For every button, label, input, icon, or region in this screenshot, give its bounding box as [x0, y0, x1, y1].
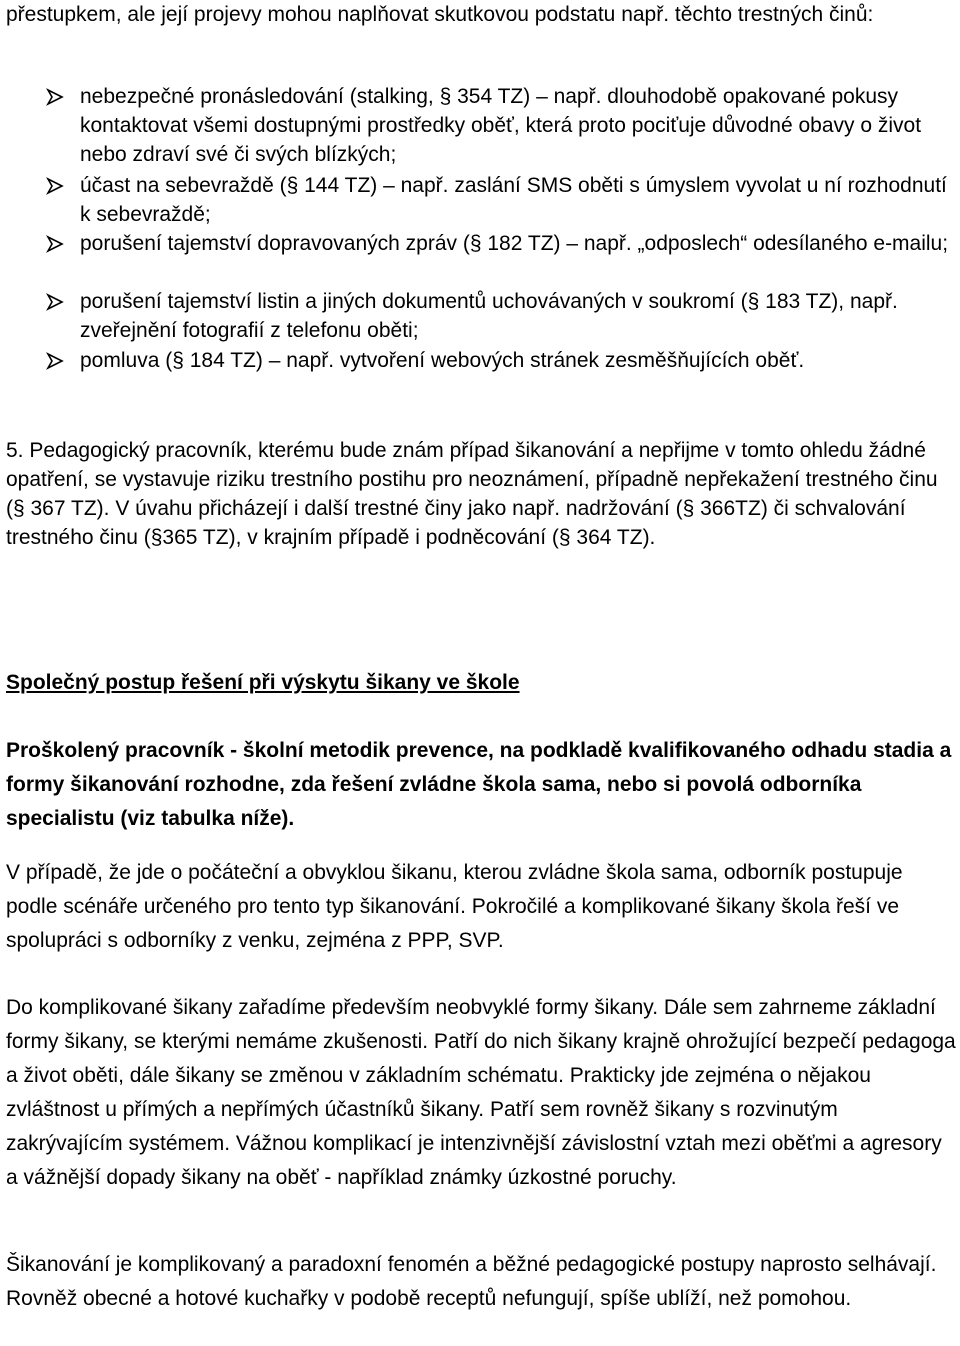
bullet-text: porušení tajemství dopravovaných zpráv (§ 182 TZ) – např. „odposlech“ odesílaného e-mailu;	[80, 232, 949, 255]
intro-paragraph: přestupkem, ale její projevy mohou naplňovat skutkovou podstatu např. těchto trestných činů:	[6, 3, 874, 26]
bullet-text: nebezpečné pronásledování (stalking, § 354 TZ) – např. dlouhodobě opakované pokusy kontaktovat všemi dostupnými prostředky oběť, která proto pociťuje důvodné obavy o život nebo zdraví své či svých blízkých;	[80, 85, 922, 166]
body-paragraph: Do komplikované šikany zařadíme především neobvyklé formy šikany. Dále sem zahrneme základní formy šikany, se kterými nemáme zkušenosti. Patří do nich šikany krajně ohrožující bezpečí pedagoga a život oběti, dále šikany se změnou v základním schématu. Prakticky jde zejména o nějakou zvláštnost u přímých a nepřímých účastníků šikany. Patří sem rovněž šikany s rozvinutým zakrývajícím systémem. Vážnou komplikací je intenzivnější závislostní vztah mezi oběťmi a agresory a vážnější dopady šikany na oběť - například známky úzkostné poruchy.	[6, 996, 956, 1189]
paragraph-5: 5. Pedagogický pracovník, kterému bude znám případ šikanování a nepřijme v tomto ohledu žádné opatření, se vystavuje riziku trestního postihu pro neoznámení, případně nepřekažení trestného činu (§ 367 TZ). V úvahu přicházejí i další trestné činy jako např. nadržování (§ 366TZ) či schvalování trestného činu (§365 TZ), v krajním případě i podněcování (§ 364 TZ).	[6, 439, 938, 549]
arrowhead-bullet-icon	[46, 293, 64, 311]
section-heading: Společný postup řešení při výskytu šikany ve škole	[6, 671, 520, 694]
bullet-text: pomluva (§ 184 TZ) – např. vytvoření webových stránek zesměšňujících oběť.	[80, 349, 805, 372]
arrowhead-bullet-icon	[46, 352, 64, 370]
bullet-text: porušení tajemství listin a jiných dokumentů uchovávaných v soukromí (§ 183 TZ), např. zveřejnění fotografií z telefonu oběti;	[80, 290, 898, 342]
bold-paragraph: Proškolený pracovník - školní metodik prevence, na podkladě kvalifikovaného odhadu stadia a formy šikanování rozhodne, zda řešení zvládne škola sama, nebo si povolá odborníka specialistu (viz tabulka níže).	[6, 739, 952, 830]
arrowhead-bullet-icon	[46, 235, 64, 253]
body-paragraph: Šikanování je komplikovaný a paradoxní fenomén a běžné pedagogické postupy naprosto selhávají. Rovněž obecné a hotové kuchařky v podobě receptů nefungují, spíše ublíží, než pomohou.	[6, 1253, 937, 1310]
arrowhead-bullet-icon	[46, 177, 64, 195]
body-paragraph: V případě, že jde o počáteční a obvyklou šikanu, kterou zvládne škola sama, odborník postupuje podle scénáře určeného pro tento typ šikanování. Pokročilé a komplikované šikany škola řeší ve spolupráci s odborníky z venku, zejména z PPP, SVP.	[6, 861, 903, 952]
bullet-text: účast na sebevraždě (§ 144 TZ) – např. zaslání SMS oběti s úmyslem vyvolat u ní rozhodnutí k sebevraždě;	[80, 174, 947, 226]
arrowhead-bullet-icon	[46, 88, 64, 106]
